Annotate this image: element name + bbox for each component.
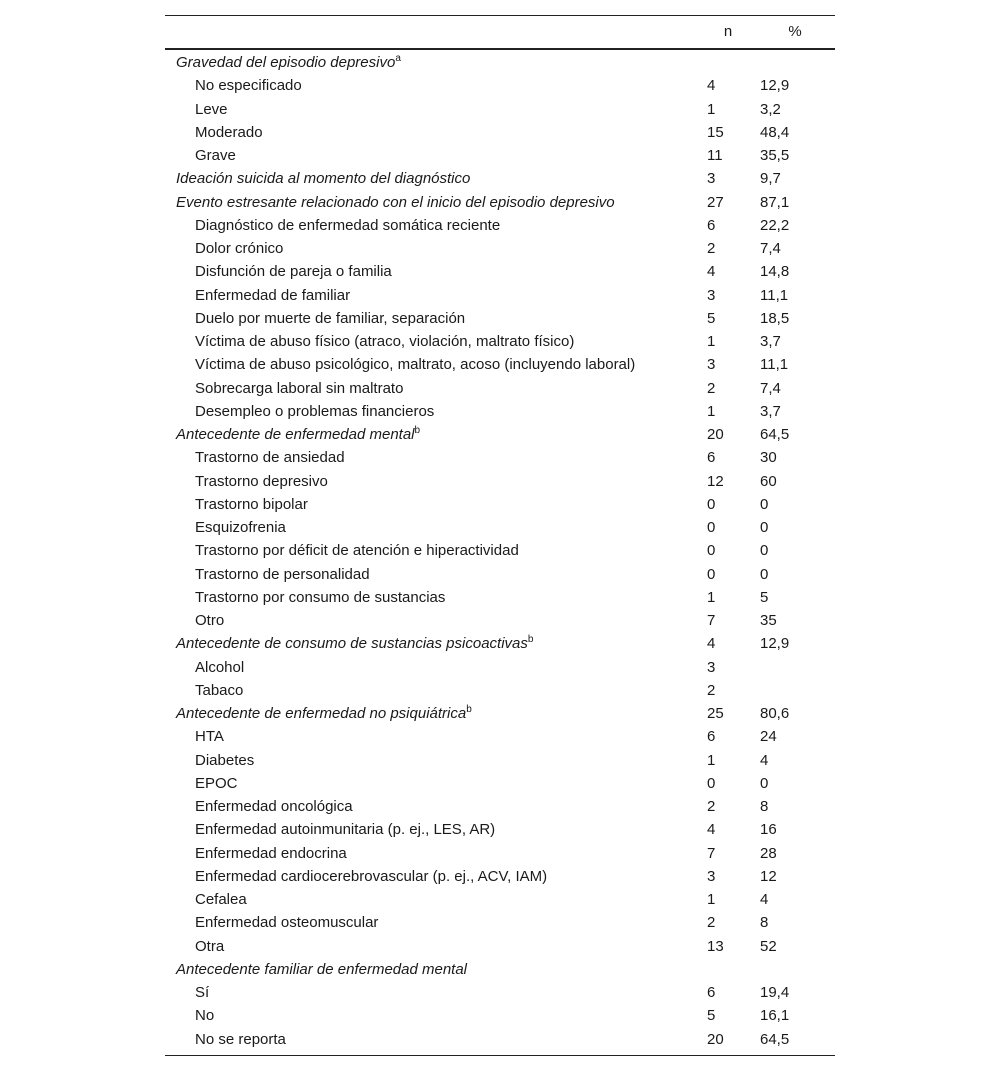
row-label-text: Antecedente de enfermedad no psiquiátrica [176,705,467,722]
table-row [165,935,835,958]
cell-percent: 8 [760,798,769,815]
table-row [165,260,835,283]
cell-n: 5 [707,309,716,327]
cell-percent: 16,1 [760,1007,790,1025]
cell-percent: 19,4 [760,984,790,1001]
cell-n: 6 [707,449,716,467]
table-row [165,1028,835,1051]
table-row [165,446,835,469]
row-label-text: Otro [195,612,225,629]
row-label [195,377,403,400]
cell-n: 12 [707,472,724,490]
cell-percent: 0 [760,519,769,536]
cell-percent: 35 [760,612,777,629]
row-label [176,702,472,727]
cell-percent: 0 [760,565,769,583]
cell-percent: 80,6 [760,705,790,722]
table-row [165,330,835,353]
row-label-text: No [195,1007,215,1025]
cell-percent: 28 [760,844,777,862]
row-label-text: Trastorno bipolar [195,495,308,513]
cell-percent: 9,7 [760,170,781,188]
table-section-row [165,51,835,74]
row-label [195,98,228,121]
cell-percent: 7,4 [760,240,781,257]
row-label [195,144,236,167]
row-label-text: Antecedente de enfermedad mental [176,426,415,443]
row-label [195,888,247,911]
row-label [195,679,243,702]
cell-n: 2 [707,240,716,257]
cell-percent: 52 [760,937,777,955]
row-label-text: Ideación suicida al momento del diagnóstico [176,170,471,188]
row-label [195,586,445,609]
cell-n: 25 [707,705,724,722]
row-label-text: Desempleo o problemas financieros [195,402,435,420]
row-label [195,842,347,865]
row-label-text: Víctima de abuso físico (atraco, violación, maltrato físico) [195,333,575,350]
table-row [165,586,835,609]
cell-percent: 60 [760,472,777,490]
row-label [195,260,392,283]
row-label-text: Diabetes [195,751,255,769]
cell-n: 2 [707,914,716,932]
cell-n: 3 [707,356,716,374]
cell-percent: 5 [760,588,769,606]
row-label [195,935,224,958]
table-section-row [165,958,835,981]
cell-n: 1 [707,751,716,769]
table-row [165,795,835,818]
cell-n: 5 [707,1007,716,1025]
cell-n: 1 [707,402,716,420]
row-label [195,656,244,679]
row-label [195,214,500,237]
row-label [195,772,238,795]
row-label [195,516,286,539]
row-label-text: Enfermedad endocrina [195,844,347,862]
table-section-row [165,702,835,725]
row-label-text: Grave [195,147,236,164]
cell-percent: 87,1 [760,193,790,211]
row-label [195,1028,286,1051]
row-label [195,911,378,934]
cell-percent: 30 [760,449,777,467]
table-row [165,353,835,376]
cell-percent: 35,5 [760,147,790,164]
row-label-text: Duelo por muerte de familiar, separación [195,309,466,327]
row-label-text: Tabaco [195,681,244,699]
cell-n: 2 [707,681,716,699]
row-label-text: Evento estresante relacionado con el inicio del episodio depresivo [176,193,615,211]
footnote-marker: a [395,53,401,64]
footnote-marker: b [466,704,472,715]
row-label [195,330,574,353]
data-table [165,15,835,1056]
cell-n: 7 [707,612,716,629]
cell-n: 6 [707,728,716,746]
row-label-text: EPOC [195,774,238,792]
row-label-text: No especificado [195,77,302,95]
cell-percent: 11,1 [760,356,789,374]
cell-n: 20 [707,1030,724,1048]
cell-n: 0 [707,495,716,513]
row-label-text: Enfermedad de familiar [195,286,351,304]
footnote-marker: b [414,425,421,436]
row-label-text: Cefalea [195,891,247,908]
cell-percent: 48,4 [760,123,790,141]
cell-percent: 4 [760,751,769,769]
table-row [165,121,835,144]
row-label-text: Enfermedad oncológica [195,798,353,815]
row-label-text: Víctima de abuso psicológico, maltrato, acoso (incluyendo laboral) [195,356,636,374]
row-label-text: Esquizofrenia [195,519,286,536]
row-label-text: Enfermedad cardiocerebrovascular (p. ej., ACV, IAM) [195,867,548,885]
row-label-text: Antecedente familiar de enfermedad mental [176,960,468,978]
row-label-text: Disfunción de pareja o familia [195,263,392,281]
row-label [176,958,467,981]
row-label [176,167,470,190]
table-row [165,772,835,795]
row-label [195,795,353,818]
row-label [195,121,263,144]
cell-percent: 22,2 [760,216,790,234]
cell-percent: 7,4 [760,379,781,397]
table-section-row [165,191,835,214]
row-label [195,981,209,1004]
cell-n: 0 [707,774,716,792]
row-label [195,237,283,260]
cell-n: 6 [707,216,716,234]
cell-percent: 64,5 [760,1030,790,1048]
cell-n: 2 [707,379,716,397]
table-row [165,237,835,260]
row-label [195,749,254,772]
cell-n: 1 [707,891,716,908]
row-label-text: Dolor crónico [195,240,284,257]
row-label [176,632,533,657]
column-header-percent: % [788,23,802,40]
row-label-text: Sobrecarga laboral sin maltrato [195,379,404,397]
cell-n: 1 [707,100,716,118]
cell-percent: 0 [760,774,769,792]
table-row [165,749,835,772]
table-row [165,725,835,748]
row-label-text: Leve [195,100,228,118]
cell-n: 2 [707,798,716,815]
row-label-text: Moderado [195,123,263,141]
cell-n: 3 [707,658,716,676]
table-row [165,981,835,1004]
cell-percent: 14,8 [760,263,790,281]
column-header-n: n [723,23,733,40]
row-label-text: HTA [195,728,224,746]
row-label-text: Sí [195,984,210,1001]
cell-percent: 0 [760,542,769,560]
cell-percent: 12 [760,867,777,885]
cell-percent: 3,2 [760,100,781,118]
cell-percent: 11,1 [760,286,789,304]
cell-percent: 0 [760,495,769,513]
table-row [165,656,835,679]
row-label [195,284,350,307]
cell-n: 4 [707,263,716,281]
row-label [195,609,224,632]
row-label [195,493,308,516]
cell-percent: 12,9 [760,635,790,653]
table-row [165,144,835,167]
row-label [176,423,420,448]
row-label-text: Enfermedad osteomuscular [195,914,379,932]
table-row [165,98,835,121]
cell-n: 6 [707,984,716,1001]
table-row [165,74,835,97]
table-row [165,1004,835,1027]
cell-percent: 8 [760,914,769,932]
cell-percent: 4 [760,891,769,908]
table-section-row [165,167,835,190]
cell-n: 1 [707,333,716,350]
row-label [176,191,615,214]
row-label [195,74,302,97]
table-body [165,50,835,1055]
cell-n: 0 [707,565,716,583]
table-section-row [165,423,835,446]
table-row [165,842,835,865]
cell-n: 4 [707,635,716,653]
row-label-text: Otra [195,937,225,955]
row-label-text: Alcohol [195,658,245,676]
row-label-text: No se reporta [195,1030,286,1048]
table-row [165,214,835,237]
row-label [195,1004,214,1027]
table-row [165,888,835,911]
table-row [165,539,835,562]
table-row [165,377,835,400]
cell-n: 3 [707,170,716,188]
row-label-text: Trastorno por consumo de sustancias [195,588,446,606]
table-row [165,493,835,516]
cell-n: 27 [707,193,724,211]
cell-percent: 24 [760,728,777,746]
row-label-text: Gravedad del episodio depresivo [176,54,396,71]
table-row [165,516,835,539]
cell-n: 11 [707,147,723,164]
table-row [165,679,835,702]
cell-n: 7 [707,844,716,862]
row-label [195,865,547,888]
cell-n: 3 [707,286,716,304]
cell-n: 13 [707,937,724,955]
table-row [165,470,835,493]
row-label [195,539,519,562]
footnote-marker: b [527,634,534,646]
table-row [165,911,835,934]
row-label [195,446,345,469]
cell-percent: 3,7 [760,333,781,350]
table-row [165,400,835,423]
cell-n: 15 [707,123,724,141]
table-section-row [165,632,835,655]
cell-percent: 18,5 [760,309,790,327]
cell-n: 4 [707,77,716,95]
row-label-text: Trastorno depresivo [195,472,328,490]
row-label-text: Antecedente de consumo de sustancias psicoactivas [176,635,528,653]
row-label [195,818,495,841]
table-row [165,284,835,307]
cell-percent: 16 [760,821,777,839]
table-header [165,16,835,50]
cell-n: 20 [707,426,724,443]
row-label [195,353,635,376]
cell-n: 4 [707,821,716,839]
table-row [165,307,835,330]
row-label-text: Trastorno por déficit de atención e hiperactividad [195,542,519,560]
table-row [165,609,835,632]
table-row [165,563,835,586]
row-label [195,725,224,748]
row-label [176,51,401,76]
row-label-text: Trastorno de ansiedad [195,449,345,467]
cell-n: 0 [707,519,716,536]
row-label-text: Diagnóstico de enfermedad somática reciente [195,216,501,234]
row-label [195,470,328,493]
cell-percent: 3,7 [760,402,781,420]
cell-n: 1 [707,588,716,606]
table-row [165,865,835,888]
table-row [165,818,835,841]
cell-n: 3 [707,867,716,885]
row-label-text: Trastorno de personalidad [195,565,370,583]
cell-percent: 12,9 [760,77,790,95]
row-label [195,307,465,330]
row-label [195,400,434,423]
row-label [195,563,370,586]
cell-percent: 64,5 [760,426,790,443]
row-label-text: Enfermedad autoinmunitaria (p. ej., LES, AR) [195,821,496,839]
cell-n: 0 [707,542,716,560]
